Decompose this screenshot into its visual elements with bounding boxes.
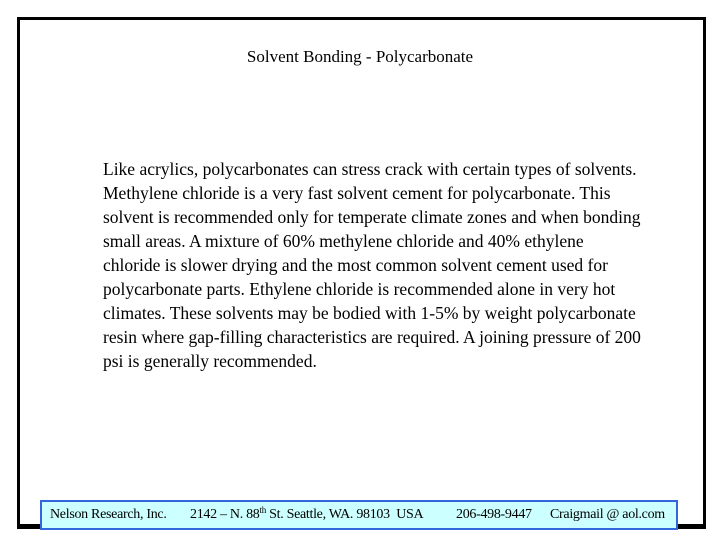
body-text: Like acrylics, polycarbonates can stress crack with certain types of solvents. Methylene chloride is a very fast solvent cement for polycarbonate. This solvent is recommended only for temperate climate zones and when bonding small areas. A mixture of 60% methylene chloride and 40% ethylene chloride is slower drying and the most common solvent cement used for polycarbonate parts. Ethylene chloride is recommended alone in very hot climates. These solvents may be bodied with 1-5% by weight polycarbonate resin where gap-filling characteristics are required. A joining pressure of 200 psi is generally recommended. bbox=[103, 159, 641, 371]
footer-bar bbox=[40, 500, 678, 530]
slide-title: Solvent Bonding - Polycarbonate bbox=[246, 47, 474, 66]
address-street: 2142 – N. 88 bbox=[190, 507, 260, 522]
address-city: St. Seattle, WA. 98103 USA bbox=[265, 507, 424, 522]
address-suffix: th bbox=[259, 505, 266, 515]
footer-phone: 206-498-9447 bbox=[456, 507, 532, 522]
footer-email: Craigmail @ aol.com bbox=[550, 507, 665, 522]
footer-company: Nelson Research, Inc. bbox=[50, 507, 167, 522]
footer-address bbox=[190, 502, 423, 528]
